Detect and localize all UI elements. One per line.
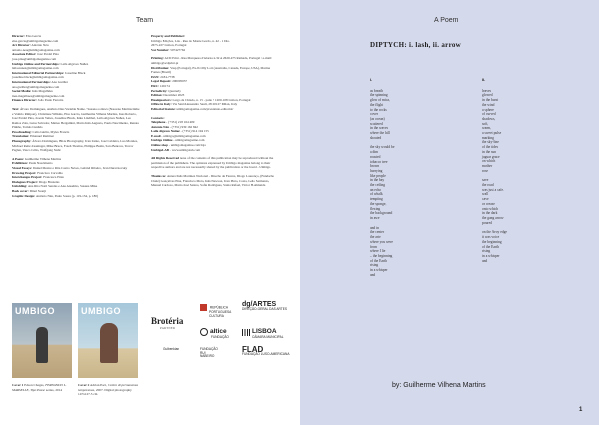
poem-stanza	[370, 226, 450, 278]
poem-line: rising	[370, 263, 379, 268]
credits-a-line: International Editorial Partnerships: Josseline Black	[12, 70, 86, 75]
gulbenkian-logo: Gulbenkian	[163, 347, 180, 351]
credits-column-left	[12, 34, 140, 198]
poem-line: mother	[482, 163, 493, 168]
poem-line: a sweet pulse	[482, 131, 502, 136]
credits-a-line: josseline.black@umbigomagazine.com	[12, 75, 64, 80]
poem-line: was just a cafe.	[482, 187, 504, 192]
credits-a-line: Unfolding: Ana Rita Notti Sendas e Ana Anselmo, Susana Mike	[12, 184, 98, 189]
credits-b-line: Telephone - (+351) 218 164 409	[151, 120, 195, 125]
poem-line: the ceiling	[370, 183, 386, 188]
poem-line: and	[482, 258, 488, 263]
credits-b-line: UmbigoLAB - www.umbigolab.com	[151, 147, 201, 152]
poem-line: the gang arrow	[482, 215, 504, 220]
poem-line: rose	[482, 168, 488, 173]
cover-1-figure	[36, 327, 48, 363]
poem-line: in the sun	[482, 149, 496, 154]
lisboa-icon	[242, 329, 250, 336]
fundacao-rui-nabeiro-logo: FUNDAÇÃO RUI NABEIRO	[200, 347, 218, 359]
poem-line: wall	[482, 192, 489, 197]
poem-line: (as ocean)	[370, 116, 385, 121]
credits-a-line: Visual Essays: Daniel Mestre e Rita Castro Neves, Gabriel Ribeiro, Ivan Duravnovsky	[12, 166, 128, 171]
cover-masthead: UMBIGO	[81, 306, 121, 316]
credits-a-line: A Poem: Guilherme Vilhena Martins	[12, 156, 62, 161]
credits-b-line: Online shop - umbigomagazine.com/loja	[151, 143, 206, 148]
poem-line: save	[482, 178, 489, 183]
poem-line: flexing	[370, 206, 381, 211]
republica-portuguesa-logo: REPÚBLICA PORTUGUESA CULTURA	[200, 304, 231, 318]
poem-byline: by: Guilherme Vilhena Martins	[392, 382, 486, 389]
credits-a-line: Interchanges Project: Francesca Pinto	[12, 175, 65, 180]
credits-a-line: Social Media: Inês Magalhães	[12, 89, 53, 94]
credits-b-line: Umbigo Online - umbigomagazine.com	[151, 138, 205, 143]
credits-b-line: All Rights Reserved none of the contents of this publication may be reproduced without the permission of the publishers. The opinions expressed by Umbigo magazine belong to their respective authors and are not necessarily shared by the publication or the board - Umbigo.	[151, 156, 274, 170]
credits-a-line: Associate Editor: José Pardal Pina	[12, 52, 59, 57]
poem-line: the sky-line	[482, 140, 499, 145]
credits-a-line: International Partnerships: Ana Greiller	[12, 79, 68, 84]
credits-b-line: Laila Algaves Nuñez - (+351) 914 194 155	[151, 129, 209, 134]
credits-a-line: Drawing Project: Francisco Carvalho	[12, 170, 63, 175]
poem-line: glowed	[482, 93, 493, 98]
credits-b-line: António Néu - (+351) 939 162 842	[151, 124, 198, 129]
credits-a-line: ines.magalhaes@umbigomagazine.com	[12, 93, 65, 98]
team-page-title: Team	[136, 17, 154, 24]
poem-line: scattered	[370, 121, 383, 126]
cover-1-caption: Cover 1 Edson Chagas, FERNANDO L. MARSELLE, Tipo Passe series, 2014	[12, 383, 67, 392]
credits-b-line: Legal Deposit: 200005037	[151, 79, 188, 84]
poem-line: in a whisper	[370, 268, 388, 273]
dgartes-logo: dg/ARTES DIREÇÃO-GERAL DAS ARTES	[242, 301, 287, 311]
poem-line: the wind	[482, 102, 495, 107]
credits-a-line: antonio.neu@umbigomagazine.com	[12, 47, 60, 52]
credits-a-line: Director: Elsa Garcia	[12, 34, 42, 38]
poem-line: cover	[370, 112, 378, 117]
altice-icon	[200, 328, 208, 336]
poem-column-i	[370, 78, 450, 282]
poem-line: an echo	[370, 187, 382, 192]
credits-b-line: Office in Italy: Via Sant'Alessandro Sauli, 28 20127 Milan, Italy	[151, 102, 238, 107]
poem-line: soft,	[482, 121, 489, 126]
credits-a-line: Art Director: António Néu	[12, 43, 49, 48]
credits-a-line: jose.pina@umbigomagazine.com	[12, 56, 57, 61]
poem-page-title: A Poem	[434, 17, 459, 24]
poem-line: in the bay	[370, 178, 385, 183]
poem-line: and in	[370, 225, 379, 230]
credits-b-line: Contacts:	[151, 115, 165, 120]
altice-logo: altice FUNDAÇÃO	[200, 328, 229, 340]
credits-b-line: Vat Number: 507427762	[151, 47, 186, 52]
poem-line: in the burst	[482, 98, 499, 103]
credits-a-line: Text: Álvaro Domingues, Antônio Dias Variable Name / Susana ootlaws (Nascena Martins/inthe e Valério Rimpon), Christiane Wilkins, Elsa Garcia, Guilherme Vilhena Martins, Ines Roberto, José Pardal Pina, Joseda Veites, Josseline Black, Kika Lindthal, Laila Algaves Nuñez, Leo Ramos Zala, Luisa Salvador, Matteo Bergamini, Maria Inês Augusto, Paula Nascimento, Renata Pinhão, Tomás Cunhão	[12, 106, 140, 130]
poem-line: on which	[482, 159, 496, 164]
credits-a-line: laila.nunez@umbigomagazine.com	[12, 66, 59, 71]
flad-logo: FLAD FUNDAÇÃO LUSO-AMERICANA	[242, 345, 290, 356]
credits-a-line: Dialogues Project: Diogo Bruxelas	[12, 179, 60, 184]
credits-a-line: Proofreading: Celia Gúrtin, Myles Francis	[12, 129, 70, 134]
credits-a-line: ana.greiller@umbigomagazine.com	[12, 84, 60, 89]
credits-b-line: Edition: December 2023	[151, 93, 185, 98]
poem-line: to the rocks	[370, 107, 387, 112]
cover-2-image	[78, 303, 138, 378]
credits-b-line: Distribution: Vasp (Portugal), Ex-lb Olly Lori (Australia, Canada, Europe, USA), Marina Fontes (Brazil)	[151, 65, 271, 75]
poem-line: the road	[482, 183, 494, 188]
broteria-logo: Brotéria	[151, 316, 184, 326]
poem-line: like people	[370, 173, 386, 178]
poem-line: where you were	[370, 239, 393, 244]
credits-b-line: Editorial Statute: umbigomagazine.com/pt/estatuto-editorial/	[151, 106, 234, 111]
credits-a-line: Graphic Design: António Néu, Paulo Souza (p. 119-134, p. 180)	[12, 193, 99, 198]
poem-ii-numeral: ii.	[482, 77, 486, 82]
poem-line: the arte	[370, 235, 381, 240]
poem-line: marking	[482, 135, 494, 140]
broteria-logo-sub: PARTNER	[160, 326, 176, 330]
credits-b-line: ERC: 126174	[151, 83, 170, 88]
poem-line: in the waves	[370, 126, 388, 131]
credits-a-line: Finance Director: João Paulo Ferreira	[12, 98, 64, 103]
poem-line: the sky would be	[370, 145, 395, 150]
poem-line: tempting	[370, 197, 383, 202]
poem-line: tobacco tree	[370, 159, 388, 164]
credits-a-line: Exhibition: Paula Nascimento	[12, 161, 53, 166]
credits-b-line: Umbigo Edições, Lda - Rua do Monte Gordo, n. 42 - 1 Dto.	[151, 38, 230, 43]
poem-column-ii	[482, 78, 562, 268]
credits-a-line: Umbigo Online and Partnerships: Laila Algaves Nuñez	[12, 61, 89, 66]
credits-b-line: Property and Publisher:	[151, 34, 186, 38]
poem-line: the sponge,	[370, 201, 387, 206]
poem-line: glow of mica,	[370, 98, 390, 103]
cover-2-figure	[100, 323, 118, 363]
poem-line: a dim	[370, 150, 379, 155]
poem-line: jaguar grace	[482, 154, 500, 159]
poem-i-numeral: i.	[370, 77, 373, 82]
lisboa-logo: LISBOA CÂMARA MUNICIPAL	[242, 328, 283, 339]
poem-line: and	[370, 272, 376, 277]
poem-line: leaves	[482, 88, 491, 93]
credits-b-line: Headquarters: Largo da Chiado, n. 15 - patio • 1200-108 Lisbon, Portugal	[151, 97, 251, 102]
poem-line: of the tides	[482, 145, 498, 150]
credits-column-right	[151, 34, 279, 188]
poem-line: where I lie	[370, 249, 386, 254]
credits-b-line: E-mail - umbigo@umbigomagazine.com	[151, 133, 206, 138]
poem-stanza	[482, 89, 562, 174]
poem-line: where the hill	[370, 131, 390, 136]
credits-a-line: elsa.garcia@umbigomagazine.com	[12, 38, 59, 43]
poem-line: or crease	[482, 201, 495, 206]
page-number: 1	[579, 407, 583, 413]
poem-line: of the Earth	[370, 258, 387, 263]
poem-line: in awe	[370, 215, 380, 220]
poem-line: onto which	[482, 206, 499, 211]
poem-heading: DIPTYCH: i. lash, ii. arrow	[370, 41, 461, 49]
credits-b-line: ISSN: 2184-7738	[151, 74, 175, 79]
poem-stanza	[482, 178, 562, 225]
poem-line: roasted	[370, 154, 381, 159]
cover-thumbnails	[12, 303, 138, 378]
poem-line: poured	[482, 220, 492, 225]
credits-b-line: Thanks to: Antero/Inês Martinez Nacional - Direcão de Fauves, Diogo Lourenço, (Fundacão Chalé) Gonçalves Pina, Francisco Mota, Inês Newson, Ivan Pinto, Costa, Leão Sarmento, Manuel Cardoso, Maria José Santos, Sofia Rodrigues, Sónia Rafael, Victor H.Almeida	[151, 174, 275, 188]
poem-stanza	[370, 89, 450, 141]
credits-a-line: Back cover: Dinal Ssonji	[12, 189, 46, 193]
poem-line: of the Earth	[482, 244, 499, 249]
cover-2-caption: Cover 2 Adrian Paci, Centro di permanenza temporanea, 2007. Digital photography 147x127.5 cm	[78, 383, 139, 397]
credits-b-line: Printing: ACD Print - Rua Marquesa d'Alorna n.32 A 2620-475 Ramada, Portugal / e-mail: umbigo@acdprint.pt	[151, 56, 273, 65]
credits-a-line: Photography: Álvaro Domingues, BKA Photography, Ivan Zatko, José Caldeira, Lua Morales, Michael Reitz-Zeaninger, Mike Bruce, Foteh Thomas, Philippe Bazin, Sara Benross, Trevor Paglen, Vasco Célio, Wolfgang Stahr	[12, 139, 138, 153]
poem-line: warm,	[482, 126, 492, 131]
cover-1-image	[12, 303, 72, 378]
poem-line: of curved	[482, 112, 496, 117]
poem-line: the background	[370, 211, 393, 216]
poem-line: in the dark	[482, 211, 498, 216]
credits-a-line: Translation: Emanuel Ramírez	[12, 134, 54, 139]
poem-line: the center	[370, 230, 385, 235]
poem-line: on the Avoy edge	[482, 230, 507, 235]
poem-line: hurrying	[370, 168, 383, 173]
poem-line: shouted	[370, 135, 382, 140]
poem-line: shadows,	[482, 116, 496, 121]
poem-stanza	[482, 230, 562, 263]
poem-stanza	[370, 145, 450, 220]
poem-line: – the beginning	[370, 253, 393, 258]
poem-line: as breath	[370, 88, 383, 93]
poem-line: brown	[370, 164, 380, 169]
poem-line: a sphere	[482, 107, 494, 112]
credits-b-line: 2675-227 Lisbon, Portugal	[151, 43, 187, 48]
poem-line: from	[370, 244, 377, 249]
poem-line: of whalk	[370, 192, 383, 197]
poem-line: it was voice	[482, 235, 500, 240]
poem-line: the spinning	[370, 93, 388, 98]
cover-masthead: UMBIGO	[15, 306, 55, 316]
poem-line: the flight	[370, 102, 384, 107]
poem-line: rising	[482, 249, 491, 254]
flag-icon	[200, 304, 207, 311]
poem-line: the beginning	[482, 239, 502, 244]
poem-line: cave	[482, 197, 489, 202]
poem-line: in a whisper	[482, 253, 500, 258]
credits-b-line: Periodicity: Quarterly	[151, 88, 181, 93]
